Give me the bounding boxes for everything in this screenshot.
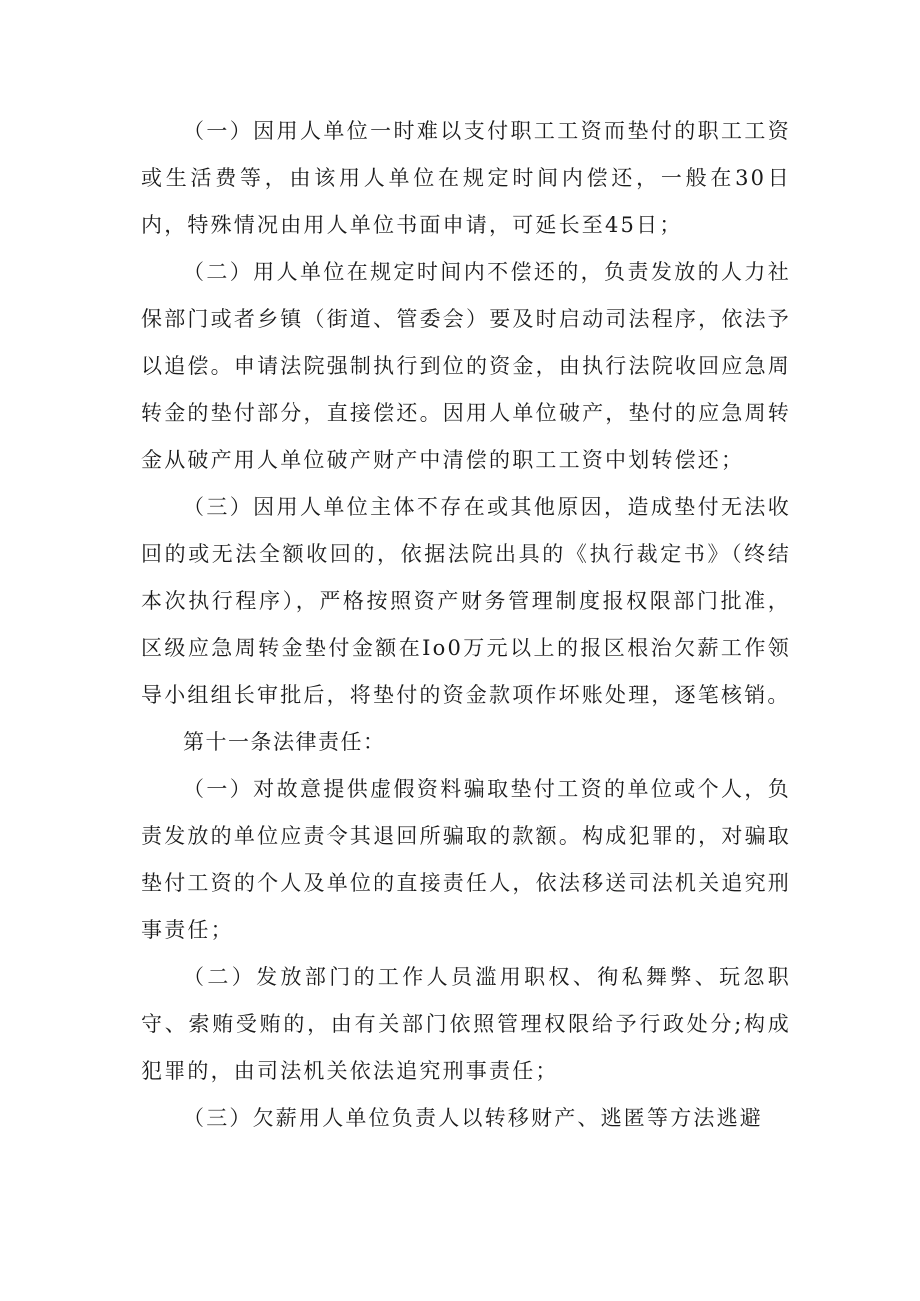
article-heading: 第十一条法律责任：: [183, 730, 386, 754]
paragraph-liability-3: （三）欠薪用人单位负责人以转移财产、逃匿等方法逃避: [183, 1106, 763, 1130]
paragraph-item-3-write-off: （三）因用人单位主体不存在或其他原因，造成垫付无法收回的或无法全额收回的，依据法院出具的《执行裁定书》（终结本次执行程序），严格按照资产财务管理制度报权限部门批准，区级应急周转金垫付金额在Io0万元以上的报区根治欠薪工作领导小组组长审批后，将垫付的资金款项作坏账处理，逐笔核销。: [141, 495, 791, 707]
paragraph-liability-1: （一）对故意提供虚假资料骗取垫付工资的单位或个人，负责发放的单位应责令其退回所骗取的款额。构成犯罪的，对骗取垫付工资的个人及单位的直接责任人，依法移送司法机关追究刑事责任；: [141, 777, 791, 942]
document-body: [141, 108, 791, 1142]
paragraph-liability-2: （二）发放部门的工作人员滥用职权、徇私舞弊、玩忽职守、索贿受贿的，由有关部门依照管理权限给予行政处分;构成犯罪的，由司法机关依法追究刑事责任；: [141, 965, 791, 1083]
paragraph-item-1-repayment: （一）因用人单位一时难以支付职工工资而垫付的职工工资或生活费等，由该用人单位在规定时间内偿还，一般在30日内，特殊情况由用人单位书面申请，可延长至45日；: [141, 119, 791, 237]
paragraph-item-2-recovery: （二）用人单位在规定时间内不偿还的，负责发放的人力社保部门或者乡镇（街道、管委会）要及时启动司法程序，依法予以追偿。申请法院强制执行到位的资金，由执行法院收回应急周转金的垫付部分，直接偿还。因用人单位破产，垫付的应急周转金从破产用人单位破产财产中清偿的职工工资中划转偿还；: [141, 260, 791, 472]
